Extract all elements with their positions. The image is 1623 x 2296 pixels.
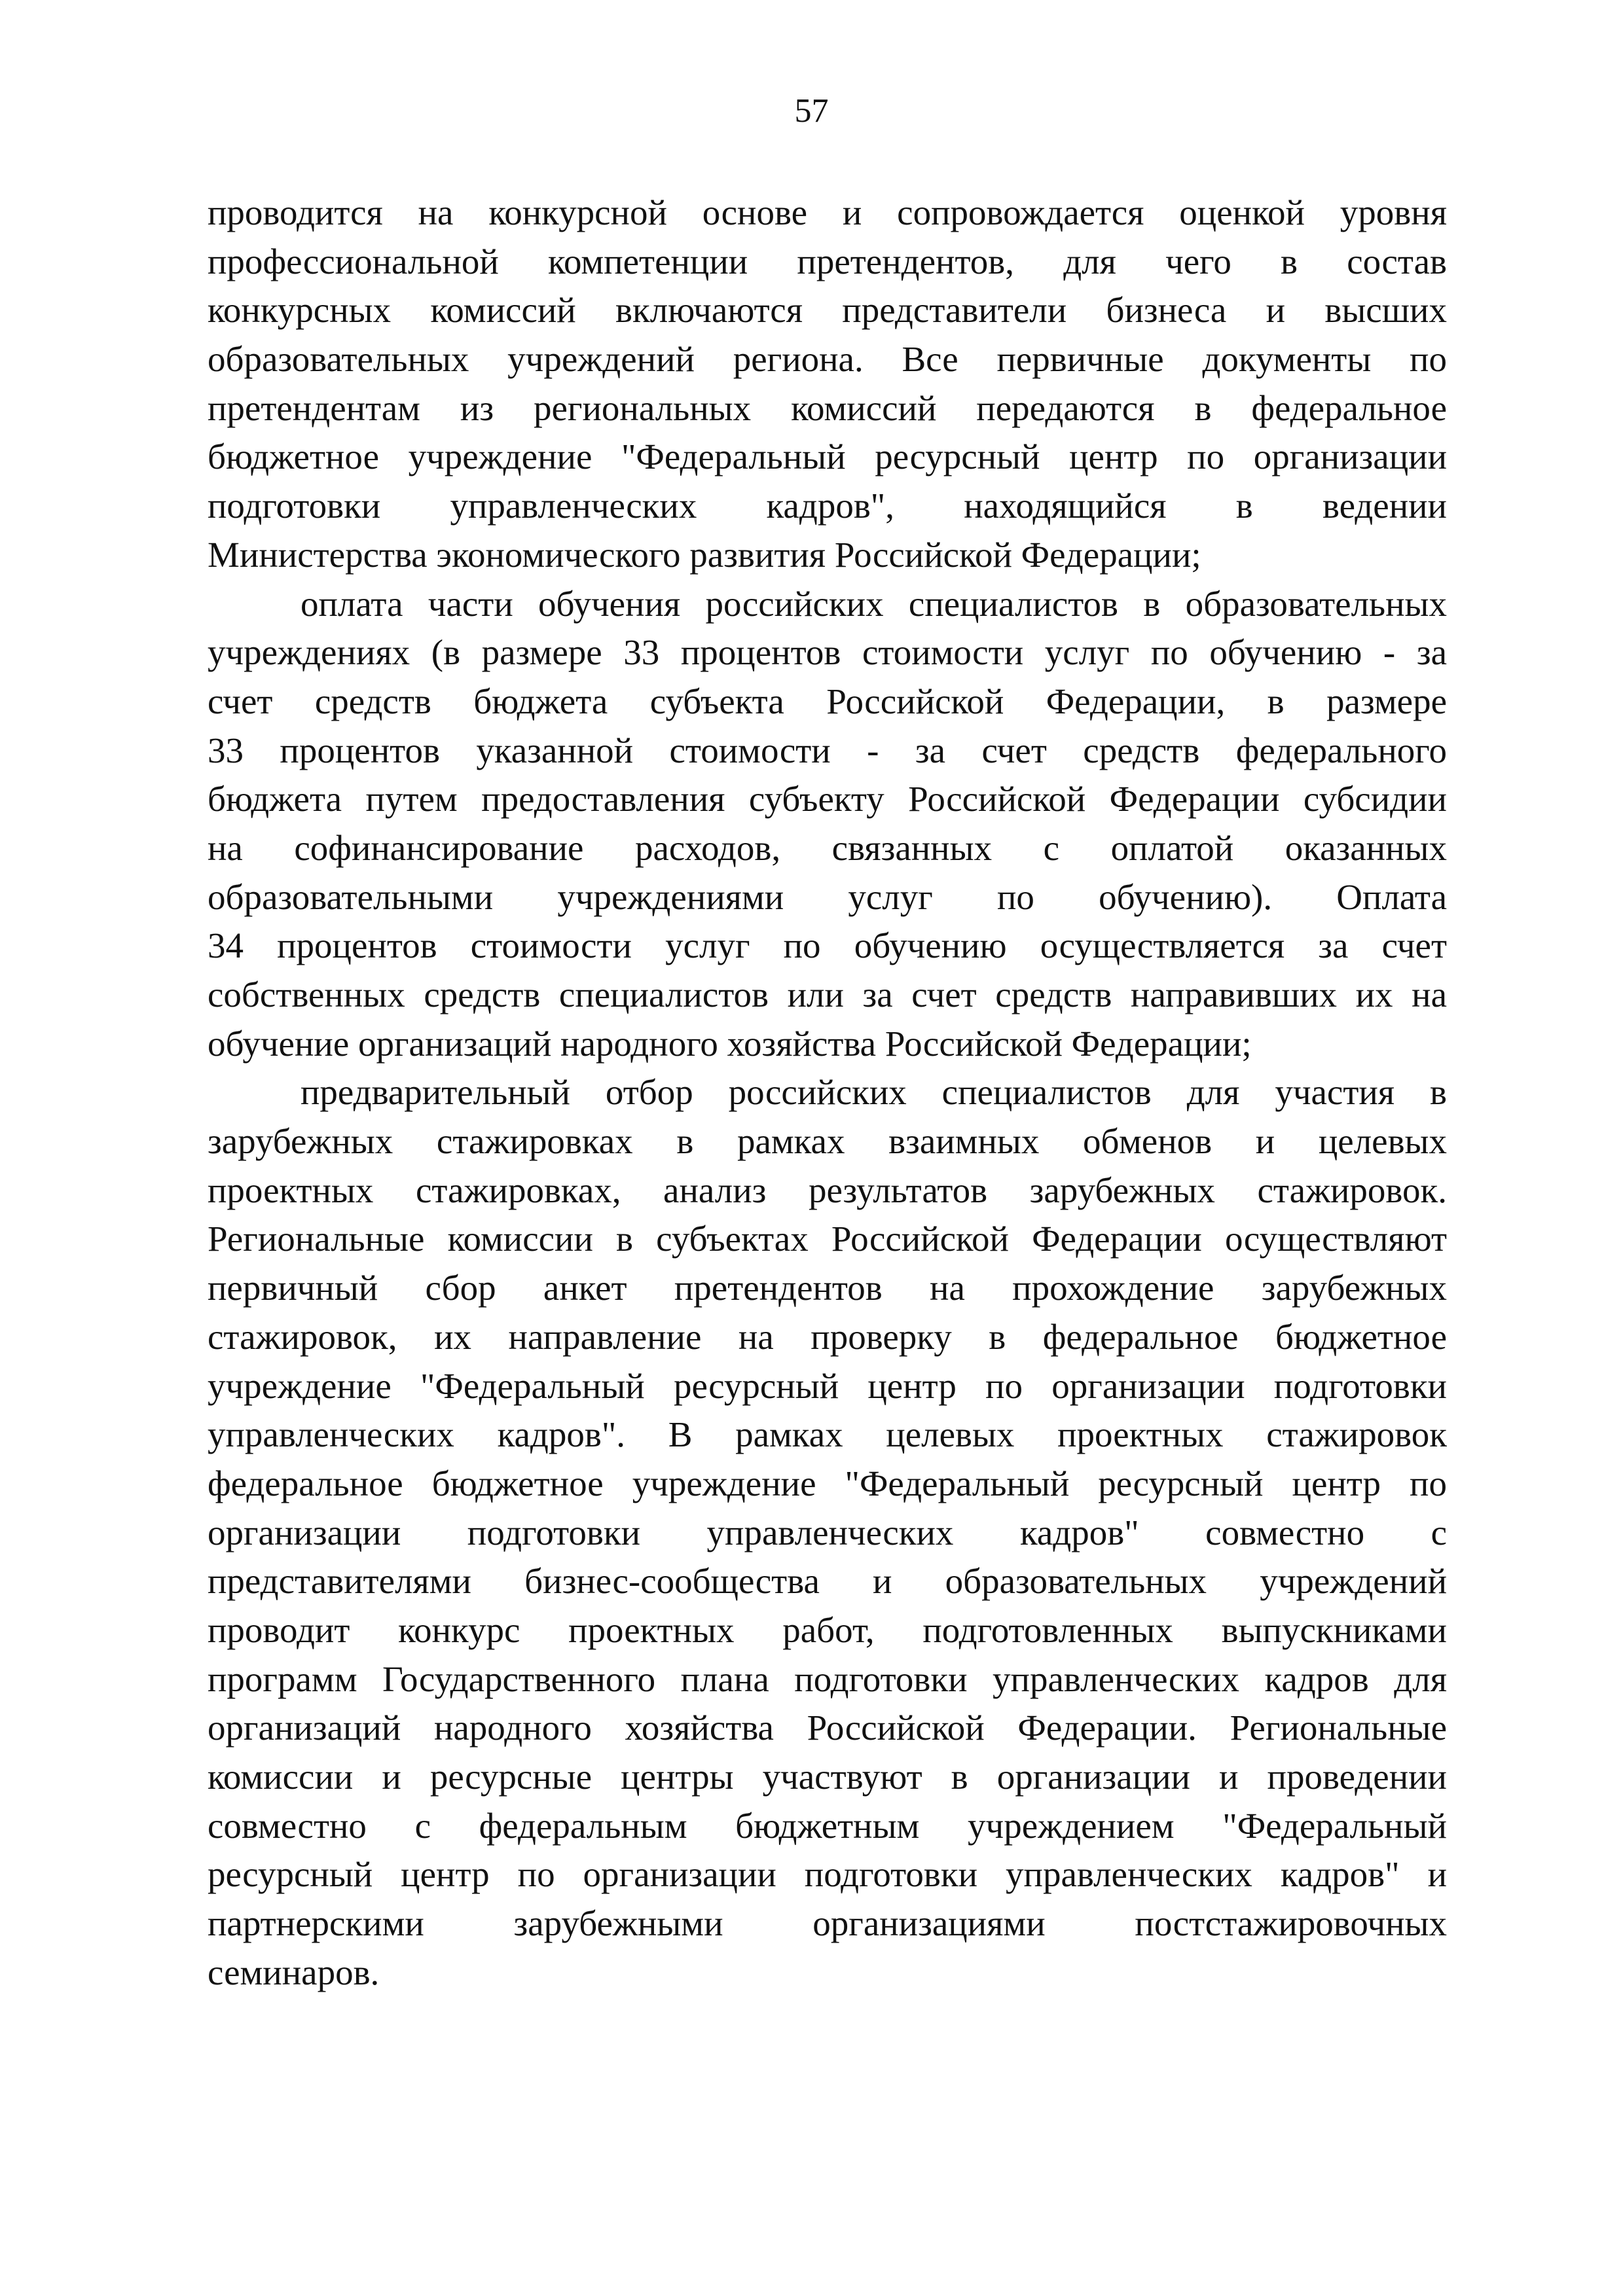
- text-line: программ Государственного плана подготовки управленческих кадров для: [208, 1659, 1447, 1699]
- text-line: организаций народного хозяйства Российской Федерации. Региональные: [208, 1708, 1447, 1748]
- paragraph: [208, 1068, 1447, 1997]
- text-line: первичный сбор анкет претендентов на прохождение зарубежных: [208, 1268, 1447, 1308]
- text-line: представителями бизнес-сообщества и образовательных учреждений: [208, 1561, 1447, 1602]
- text-line: проводится на конкурсной основе и сопровождается оценкой уровня: [208, 192, 1447, 232]
- document-body: [208, 188, 1447, 1997]
- text-line: образовательных учреждений региона. Все первичные документы по: [208, 339, 1447, 380]
- text-line: совместно с федеральным бюджетным учреждением "Федеральный: [208, 1805, 1447, 1846]
- text-line: стажировок, их направление на проверку в федеральное бюджетное: [208, 1316, 1447, 1357]
- text-line: Региональные комиссии в субъектах Российской Федерации осуществляют: [208, 1219, 1447, 1259]
- text-line: конкурсных комиссий включаются представители бизнеса и высших: [208, 290, 1447, 331]
- text-line: учреждениях (в размере 33 процентов стоимости услуг по обучению - за: [208, 632, 1447, 673]
- text-line: на софинансирование расходов, связанных с оплатой оказанных: [208, 827, 1447, 868]
- text-line: проводит конкурс проектных работ, подготовленных выпускниками: [208, 1609, 1447, 1650]
- page-number: 57: [794, 92, 829, 130]
- text-line: счет средств бюджета субъекта Российской Федерации, в размере: [208, 681, 1447, 721]
- text-line: комиссии и ресурсные центры участвуют в организации и проведении: [208, 1757, 1447, 1797]
- text-line: федеральное бюджетное учреждение "Федеральный ресурсный центр по: [208, 1463, 1447, 1503]
- text-line: оплата части обучения российских специалистов в образовательных: [301, 583, 1447, 624]
- text-line: претендентам из региональных комиссий передаются в федеральное: [208, 387, 1447, 428]
- text-line: организации подготовки управленческих кадров" совместно с: [208, 1512, 1447, 1552]
- text-line: Министерства экономического развития Российской Федерации;: [208, 534, 1201, 575]
- paragraph: [208, 580, 1447, 1069]
- text-line: семинаров.: [208, 1952, 380, 1992]
- text-line: предварительный отбор российских специалистов для участия в: [301, 1072, 1447, 1113]
- text-line: 33 процентов указанной стоимости - за счет средств федерального: [208, 730, 1447, 770]
- text-line: управленческих кадров". В рамках целевых проектных стажировок: [208, 1414, 1447, 1455]
- text-line: ресурсный центр по организации подготовки управленческих кадров" и: [208, 1854, 1447, 1895]
- text-line: 34 процентов стоимости услуг по обучению осуществляется за счет: [208, 925, 1447, 966]
- text-line: бюджета путем предоставления субъекту Российской Федерации субсидии: [208, 779, 1447, 819]
- text-line: зарубежных стажировках в рамках взаимных обменов и целевых: [208, 1121, 1447, 1162]
- text-line: образовательными учреждениями услуг по обучению). Оплата: [208, 876, 1447, 917]
- text-line: партнерскими зарубежными организациями постстажировочных: [208, 1903, 1447, 1944]
- text-line: обучение организаций народного хозяйства Российской Федерации;: [208, 1023, 1252, 1064]
- text-line: собственных средств специалистов или за счет средств направивших их на: [208, 975, 1447, 1014]
- text-line: проектных стажировках, анализ результатов зарубежных стажировок.: [208, 1170, 1447, 1210]
- text-line: бюджетное учреждение "Федеральный ресурсный центр по организации: [208, 437, 1447, 477]
- text-line: профессиональной компетенции претендентов, для чего в состав: [208, 241, 1447, 281]
- paragraph: [208, 188, 1447, 580]
- text-line: подготовки управленческих кадров", находящийся в ведении: [208, 486, 1447, 526]
- text-line: учреждение "Федеральный ресурсный центр по организации подготовки: [208, 1365, 1447, 1406]
